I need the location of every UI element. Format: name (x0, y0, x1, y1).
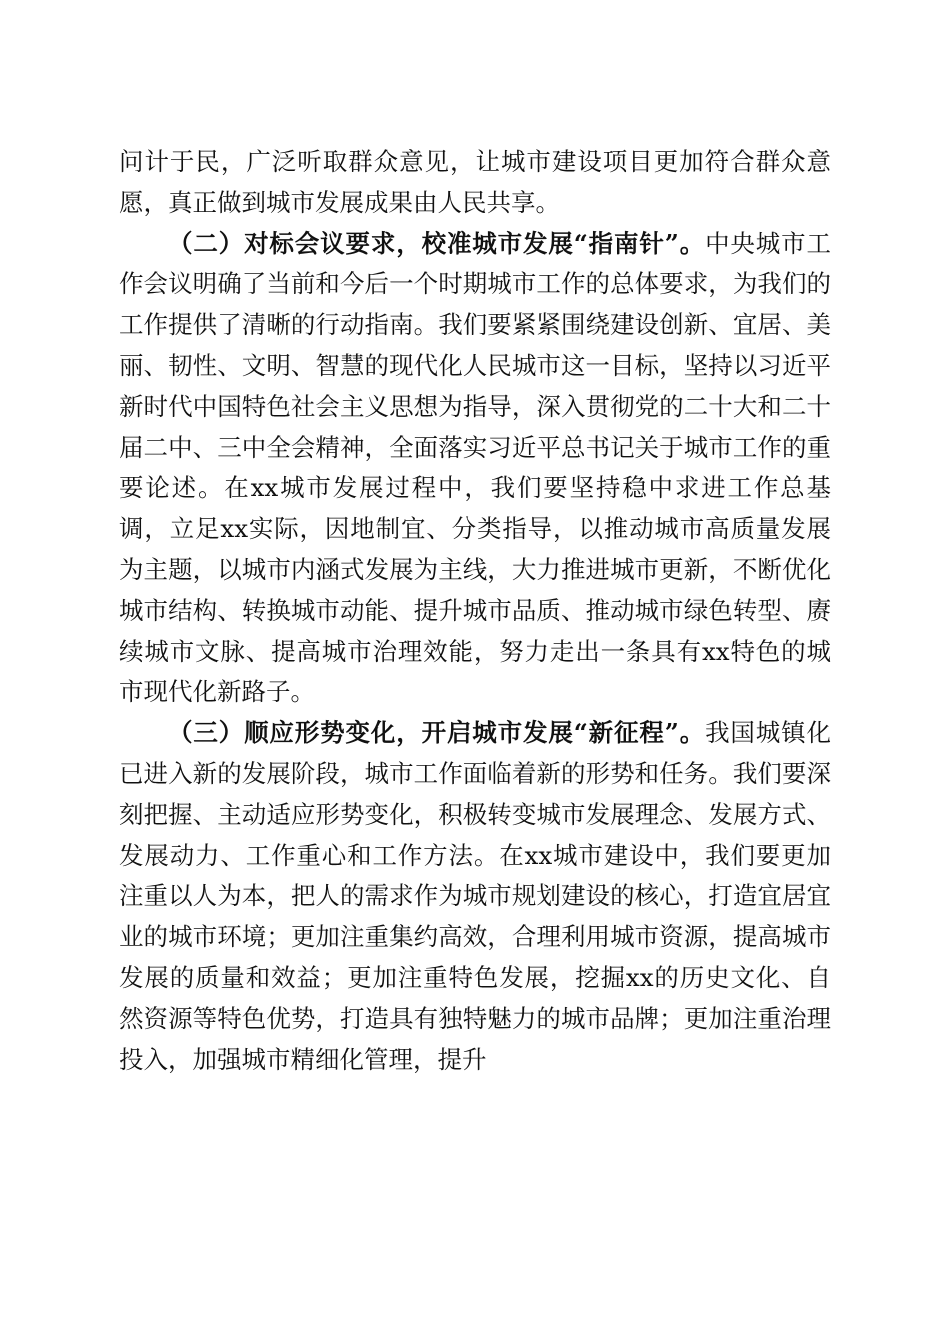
section-heading: （三）顺应形势变化，开启城市发展“新征程”。 (168, 718, 706, 748)
paragraph-section-two (119, 224, 831, 714)
section-heading: （二）对标会议要求，校准城市发展“指南针”。 (168, 228, 706, 258)
paragraph-continuation (119, 142, 831, 224)
document-page (119, 142, 831, 1080)
paragraph-section-three (119, 713, 831, 1080)
paragraph-body: 问计于民，广泛听取群众意见，让城市建设项目更加符合群众意愿，真正做到城市发展成果由人民共享。 (119, 147, 831, 217)
paragraph-body: 我国城镇化已进入新的发展阶段，城市工作面临着新的形势和任务。我们要深刻把握、主动适应形势变化，积极转变城市发展理念、发展方式、发展动力、工作重心和工作方法。在xx城市建设中，我们要更加注重以人为本，把人的需求作为城市规划建设的核心，打造宜居宜业的城市环境；更加注重集约高效，合理利用城市资源，提高城市发展的质量和效益；更加注重特色发展，挖掘xx的历史文化、自然资源等特色优势，打造具有独特魅力的城市品牌；更加注重治理投入，加强城市精细化管理，提升 (119, 718, 831, 1074)
paragraph-body: 中央城市工作会议明确了当前和今后一个时期城市工作的总体要求，为我们的工作提供了清晰的行动指南。我们要紧紧围绕建设创新、宜居、美丽、韧性、文明、智慧的现代化人民城市这一目标，坚持以习近平新时代中国特色社会主义思想为指导，深入贯彻党的二十大和二十届二中、三中全会精神，全面落实习近平总书记关于城市工作的重要论述。在xx城市发展过程中，我们要坚持稳中求进工作总基调，立足xx实际，因地制宜、分类指导，以推动城市高质量发展为主题，以城市内涵式发展为主线，大力推进城市更新，不断优化城市结构、转换城市动能、提升城市品质、推动城市绿色转型、赓续城市文脉、提高城市治理效能，努力走出一条具有xx特色的城市现代化新路子。 (119, 228, 831, 707)
